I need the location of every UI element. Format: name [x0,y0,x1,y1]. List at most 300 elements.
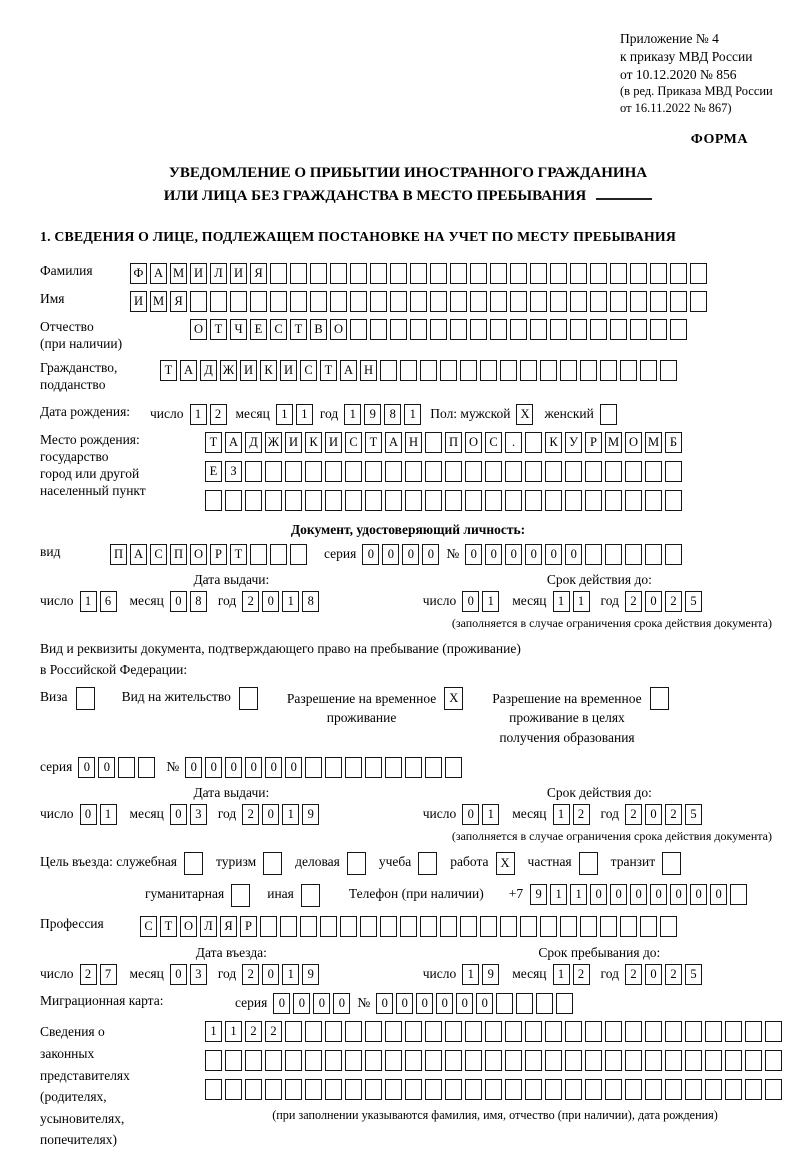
char-cell[interactable]: 0 [565,544,582,565]
char-cell[interactable] [445,757,462,778]
char-cell[interactable]: 2 [665,964,682,985]
char-cell[interactable] [380,360,397,381]
char-cell[interactable] [585,1079,602,1100]
char-cell[interactable] [385,490,402,511]
char-cell[interactable] [445,1021,462,1042]
char-cell[interactable]: 0 [465,544,482,565]
char-cell[interactable] [650,263,667,284]
char-cell[interactable] [260,916,277,937]
char-cell[interactable]: 0 [273,993,290,1014]
char-cell[interactable] [645,490,662,511]
char-cell[interactable] [250,291,267,312]
char-cell[interactable] [470,291,487,312]
char-cell[interactable] [625,490,642,511]
char-cell[interactable] [670,291,687,312]
char-cell[interactable] [250,544,267,565]
char-cell[interactable] [605,490,622,511]
char-cell[interactable]: 0 [462,804,479,825]
char-cell[interactable]: Т [205,432,222,453]
char-cell[interactable]: Ж [220,360,237,381]
char-cell[interactable] [585,1021,602,1042]
sex-male-checkbox[interactable]: X [516,404,533,425]
char-cell[interactable] [390,319,407,340]
char-cell[interactable]: Л [200,916,217,937]
char-cell[interactable]: 0 [645,804,662,825]
char-cell[interactable] [610,319,627,340]
char-cell[interactable]: 9 [364,404,381,425]
char-cell[interactable] [605,461,622,482]
char-cell[interactable]: 0 [80,804,97,825]
char-cell[interactable] [285,1079,302,1100]
char-cell[interactable]: 0 [382,544,399,565]
char-cell[interactable]: 0 [645,591,662,612]
char-cell[interactable] [270,291,287,312]
char-cell[interactable] [485,461,502,482]
char-cell[interactable] [580,360,597,381]
edu-permit-checkbox[interactable] [650,687,669,710]
char-cell[interactable] [205,1079,222,1100]
char-cell[interactable] [345,757,362,778]
char-cell[interactable]: М [170,263,187,284]
char-cell[interactable] [500,360,517,381]
char-cell[interactable] [365,461,382,482]
char-cell[interactable]: 0 [376,993,393,1014]
char-cell[interactable]: 1 [404,404,421,425]
char-cell[interactable] [536,993,553,1014]
char-cell[interactable] [485,490,502,511]
char-cell[interactable] [665,490,682,511]
char-cell[interactable]: 5 [685,964,702,985]
char-cell[interactable] [285,461,302,482]
char-cell[interactable] [340,916,357,937]
char-cell[interactable]: В [310,319,327,340]
char-cell[interactable]: О [330,319,347,340]
char-cell[interactable] [405,490,422,511]
char-cell[interactable] [765,1050,782,1071]
char-cell[interactable]: А [225,432,242,453]
char-cell[interactable] [445,1050,462,1071]
char-cell[interactable]: 1 [282,964,299,985]
char-cell[interactable] [665,461,682,482]
char-cell[interactable] [310,263,327,284]
char-cell[interactable]: 1 [553,591,570,612]
char-cell[interactable] [580,916,597,937]
char-cell[interactable] [765,1079,782,1100]
char-cell[interactable]: 3 [190,964,207,985]
char-cell[interactable] [470,263,487,284]
char-cell[interactable]: 0 [313,993,330,1014]
char-cell[interactable] [600,360,617,381]
char-cell[interactable] [400,360,417,381]
purpose-private-checkbox[interactable] [579,852,598,875]
char-cell[interactable] [485,1050,502,1071]
char-cell[interactable]: Л [210,263,227,284]
char-cell[interactable]: Б [665,432,682,453]
char-cell[interactable]: 0 [416,993,433,1014]
char-cell[interactable] [465,490,482,511]
char-cell[interactable]: 1 [482,804,499,825]
char-cell[interactable]: 0 [262,591,279,612]
char-cell[interactable] [360,916,377,937]
char-cell[interactable]: 0 [293,993,310,1014]
char-cell[interactable] [630,319,647,340]
char-cell[interactable]: С [485,432,502,453]
char-cell[interactable]: 1 [553,804,570,825]
char-cell[interactable] [245,490,262,511]
char-cell[interactable]: И [190,263,207,284]
char-cell[interactable]: 0 [505,544,522,565]
char-cell[interactable] [625,1050,642,1071]
purpose-other-checkbox[interactable] [301,884,320,907]
char-cell[interactable] [730,884,747,905]
char-cell[interactable]: 9 [530,884,547,905]
char-cell[interactable] [565,490,582,511]
char-cell[interactable]: 1 [570,884,587,905]
char-cell[interactable] [480,360,497,381]
char-cell[interactable] [510,319,527,340]
char-cell[interactable]: З [225,461,242,482]
char-cell[interactable] [405,461,422,482]
char-cell[interactable]: 2 [625,964,642,985]
char-cell[interactable]: Н [405,432,422,453]
char-cell[interactable]: 2 [625,591,642,612]
char-cell[interactable] [525,432,542,453]
char-cell[interactable]: О [190,319,207,340]
char-cell[interactable] [285,490,302,511]
char-cell[interactable]: 1 [282,591,299,612]
char-cell[interactable] [325,1050,342,1071]
char-cell[interactable] [585,544,602,565]
char-cell[interactable]: 0 [170,591,187,612]
char-cell[interactable] [440,360,457,381]
char-cell[interactable] [210,291,227,312]
char-cell[interactable]: Т [290,319,307,340]
char-cell[interactable] [505,1050,522,1071]
char-cell[interactable]: 1 [80,591,97,612]
char-cell[interactable]: О [625,432,642,453]
char-cell[interactable]: И [325,432,342,453]
char-cell[interactable] [630,263,647,284]
char-cell[interactable]: 1 [100,804,117,825]
char-cell[interactable] [640,360,657,381]
char-cell[interactable] [265,1050,282,1071]
char-cell[interactable] [225,1050,242,1071]
char-cell[interactable]: 2 [573,964,590,985]
char-cell[interactable]: 1 [276,404,293,425]
char-cell[interactable] [365,1079,382,1100]
char-cell[interactable]: И [280,360,297,381]
char-cell[interactable]: 0 [185,757,202,778]
char-cell[interactable] [560,916,577,937]
char-cell[interactable]: Р [240,916,257,937]
char-cell[interactable] [370,263,387,284]
char-cell[interactable] [190,291,207,312]
char-cell[interactable] [505,1021,522,1042]
char-cell[interactable] [745,1021,762,1042]
char-cell[interactable]: Т [160,916,177,937]
char-cell[interactable] [545,490,562,511]
char-cell[interactable] [305,461,322,482]
char-cell[interactable] [645,1050,662,1071]
char-cell[interactable] [685,1079,702,1100]
char-cell[interactable]: О [180,916,197,937]
char-cell[interactable]: 0 [170,964,187,985]
char-cell[interactable]: . [505,432,522,453]
char-cell[interactable] [650,291,667,312]
char-cell[interactable]: 0 [456,993,473,1014]
char-cell[interactable] [570,319,587,340]
char-cell[interactable] [465,1079,482,1100]
char-cell[interactable] [460,916,477,937]
char-cell[interactable] [118,757,135,778]
char-cell[interactable] [430,291,447,312]
char-cell[interactable] [365,490,382,511]
char-cell[interactable]: 8 [302,591,319,612]
char-cell[interactable] [465,1050,482,1071]
char-cell[interactable] [410,291,427,312]
char-cell[interactable]: 0 [525,544,542,565]
char-cell[interactable]: 1 [482,591,499,612]
char-cell[interactable]: 2 [242,964,259,985]
char-cell[interactable] [645,461,662,482]
char-cell[interactable] [550,319,567,340]
char-cell[interactable]: 1 [225,1021,242,1042]
char-cell[interactable] [320,916,337,937]
char-cell[interactable] [290,291,307,312]
char-cell[interactable] [625,1079,642,1100]
char-cell[interactable] [420,360,437,381]
char-cell[interactable] [365,1050,382,1071]
char-cell[interactable]: О [465,432,482,453]
char-cell[interactable] [445,490,462,511]
char-cell[interactable]: Д [200,360,217,381]
char-cell[interactable]: 0 [285,757,302,778]
char-cell[interactable] [570,291,587,312]
char-cell[interactable] [285,1050,302,1071]
char-cell[interactable] [425,432,442,453]
char-cell[interactable] [330,263,347,284]
char-cell[interactable]: С [300,360,317,381]
char-cell[interactable] [430,319,447,340]
char-cell[interactable]: Е [205,461,222,482]
char-cell[interactable] [405,757,422,778]
char-cell[interactable] [380,916,397,937]
char-cell[interactable] [465,461,482,482]
char-cell[interactable] [645,544,662,565]
char-cell[interactable]: 0 [205,757,222,778]
char-cell[interactable] [425,1079,442,1100]
char-cell[interactable] [585,1050,602,1071]
char-cell[interactable]: 2 [245,1021,262,1042]
char-cell[interactable] [745,1079,762,1100]
char-cell[interactable] [270,544,287,565]
char-cell[interactable] [496,993,513,1014]
char-cell[interactable]: 1 [190,404,207,425]
char-cell[interactable]: 0 [422,544,439,565]
char-cell[interactable] [370,291,387,312]
char-cell[interactable]: И [240,360,257,381]
char-cell[interactable]: М [150,291,167,312]
char-cell[interactable] [690,291,707,312]
char-cell[interactable]: 0 [436,993,453,1014]
purpose-transit-checkbox[interactable] [662,852,681,875]
char-cell[interactable] [230,291,247,312]
char-cell[interactable]: 0 [362,544,379,565]
visa-checkbox[interactable] [76,687,95,710]
char-cell[interactable]: Т [365,432,382,453]
char-cell[interactable]: Ч [230,319,247,340]
char-cell[interactable] [525,1079,542,1100]
char-cell[interactable] [325,461,342,482]
char-cell[interactable]: К [545,432,562,453]
char-cell[interactable] [505,461,522,482]
char-cell[interactable] [225,1079,242,1100]
char-cell[interactable] [480,916,497,937]
char-cell[interactable] [765,1021,782,1042]
char-cell[interactable] [310,291,327,312]
char-cell[interactable] [690,263,707,284]
char-cell[interactable] [425,1021,442,1042]
char-cell[interactable] [500,916,517,937]
char-cell[interactable]: Я [170,291,187,312]
char-cell[interactable]: 0 [333,993,350,1014]
char-cell[interactable] [665,1079,682,1100]
char-cell[interactable] [645,1021,662,1042]
char-cell[interactable]: 2 [242,804,259,825]
char-cell[interactable] [385,1050,402,1071]
char-cell[interactable]: 0 [170,804,187,825]
char-cell[interactable] [345,1021,362,1042]
char-cell[interactable]: 0 [78,757,95,778]
char-cell[interactable] [245,1079,262,1100]
char-cell[interactable] [430,263,447,284]
char-cell[interactable] [345,490,362,511]
char-cell[interactable] [425,490,442,511]
char-cell[interactable] [285,1021,302,1042]
char-cell[interactable] [705,1021,722,1042]
char-cell[interactable]: О [190,544,207,565]
char-cell[interactable] [670,319,687,340]
char-cell[interactable] [590,319,607,340]
char-cell[interactable]: 0 [485,544,502,565]
char-cell[interactable] [300,916,317,937]
char-cell[interactable]: А [340,360,357,381]
char-cell[interactable] [265,461,282,482]
char-cell[interactable] [465,1021,482,1042]
char-cell[interactable]: 0 [710,884,727,905]
char-cell[interactable]: 0 [245,757,262,778]
char-cell[interactable]: М [605,432,622,453]
char-cell[interactable] [525,1050,542,1071]
char-cell[interactable]: Т [160,360,177,381]
purpose-tourism-checkbox[interactable] [263,852,282,875]
char-cell[interactable] [425,461,442,482]
char-cell[interactable] [385,757,402,778]
char-cell[interactable]: С [345,432,362,453]
char-cell[interactable]: 0 [262,964,279,985]
char-cell[interactable] [510,291,527,312]
char-cell[interactable] [570,263,587,284]
char-cell[interactable] [280,916,297,937]
char-cell[interactable]: 0 [476,993,493,1014]
char-cell[interactable]: А [180,360,197,381]
purpose-study-checkbox[interactable] [418,852,437,875]
char-cell[interactable] [410,319,427,340]
char-cell[interactable] [350,291,367,312]
char-cell[interactable] [345,461,362,482]
char-cell[interactable] [600,916,617,937]
char-cell[interactable] [665,1050,682,1071]
char-cell[interactable] [405,1079,422,1100]
char-cell[interactable] [605,1050,622,1071]
char-cell[interactable]: К [305,432,322,453]
char-cell[interactable] [405,1021,422,1042]
char-cell[interactable] [520,360,537,381]
char-cell[interactable] [620,360,637,381]
char-cell[interactable] [505,1079,522,1100]
char-cell[interactable] [440,916,457,937]
char-cell[interactable]: 0 [262,804,279,825]
char-cell[interactable] [325,1021,342,1042]
char-cell[interactable] [405,1050,422,1071]
purpose-work-checkbox[interactable]: X [496,852,515,875]
char-cell[interactable] [665,544,682,565]
char-cell[interactable]: И [130,291,147,312]
char-cell[interactable] [305,1050,322,1071]
char-cell[interactable] [625,544,642,565]
char-cell[interactable] [565,1050,582,1071]
char-cell[interactable]: 0 [645,964,662,985]
char-cell[interactable]: С [270,319,287,340]
char-cell[interactable] [545,1079,562,1100]
char-cell[interactable] [225,490,242,511]
purpose-humanitarian-checkbox[interactable] [231,884,250,907]
char-cell[interactable] [365,757,382,778]
char-cell[interactable]: 0 [650,884,667,905]
char-cell[interactable] [605,1079,622,1100]
char-cell[interactable] [650,319,667,340]
char-cell[interactable]: 0 [225,757,242,778]
char-cell[interactable] [390,263,407,284]
char-cell[interactable] [205,1050,222,1071]
char-cell[interactable]: П [170,544,187,565]
char-cell[interactable] [556,993,573,1014]
char-cell[interactable] [530,319,547,340]
char-cell[interactable]: 5 [685,804,702,825]
char-cell[interactable]: Т [230,544,247,565]
char-cell[interactable] [630,291,647,312]
char-cell[interactable] [265,1079,282,1100]
char-cell[interactable]: Ф [130,263,147,284]
char-cell[interactable]: Р [210,544,227,565]
char-cell[interactable] [670,263,687,284]
char-cell[interactable] [138,757,155,778]
purpose-business-checkbox[interactable] [347,852,366,875]
char-cell[interactable]: 0 [670,884,687,905]
char-cell[interactable] [385,1079,402,1100]
char-cell[interactable] [585,461,602,482]
char-cell[interactable] [425,757,442,778]
char-cell[interactable] [305,490,322,511]
char-cell[interactable]: С [140,916,157,937]
char-cell[interactable]: Я [250,263,267,284]
char-cell[interactable] [545,1021,562,1042]
char-cell[interactable]: 0 [545,544,562,565]
char-cell[interactable] [385,461,402,482]
char-cell[interactable] [640,916,657,937]
char-cell[interactable] [265,490,282,511]
char-cell[interactable] [605,544,622,565]
